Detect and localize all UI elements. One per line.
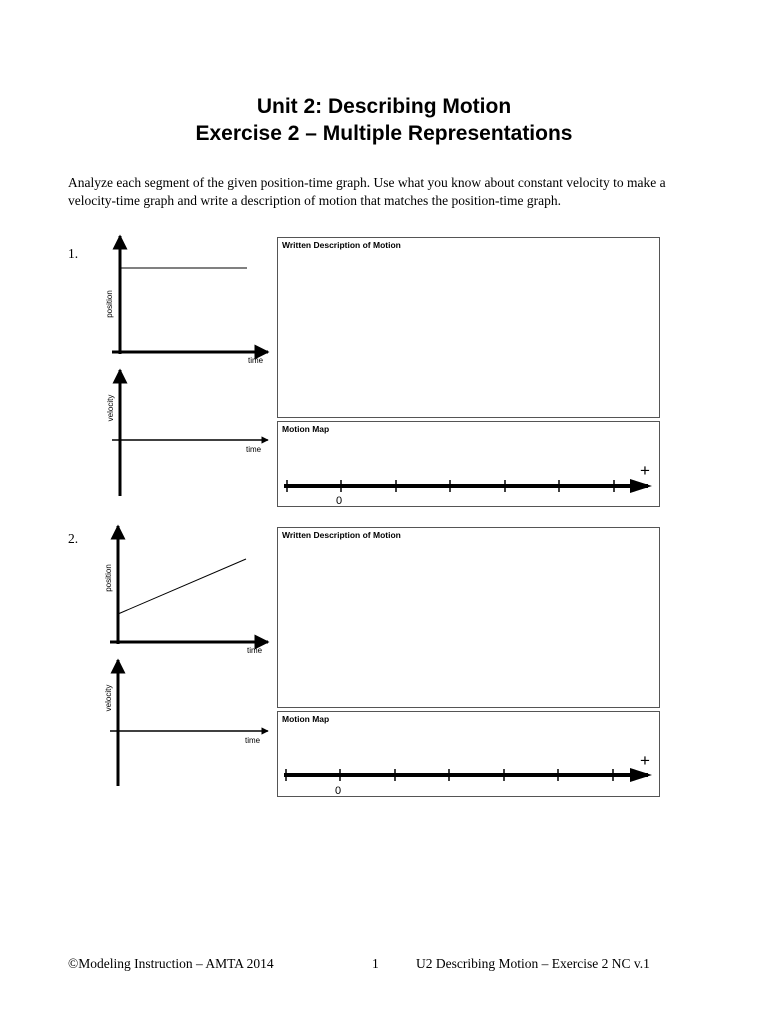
problem-2-velocity-time-graph bbox=[100, 656, 270, 788]
footer-page-number: 1 bbox=[372, 956, 379, 971]
x-axis-label: time bbox=[246, 445, 262, 454]
footer-document-id: U2 Describing Motion – Exercise 2 NC v.1 bbox=[416, 956, 650, 971]
x-axis-label: time bbox=[245, 736, 261, 745]
document-subtitle: Exercise 2 – Multiple Representations bbox=[195, 122, 573, 145]
document-title: Unit 2: Describing Motion bbox=[256, 95, 512, 118]
x-axis-label: time bbox=[247, 646, 263, 655]
motion-map-label: Motion Map bbox=[282, 714, 330, 724]
instructions-paragraph: Analyze each segment of the given position-time graph. Use what you know about constant velocity to make a velocity-time graph and write a description of motion that matches the position-time graph. bbox=[68, 175, 666, 208]
problem-1-description-box[interactable] bbox=[277, 237, 660, 418]
motion-map-number-line bbox=[278, 422, 659, 506]
y-axis-label: position bbox=[105, 290, 114, 318]
description-label: Written Description of Motion bbox=[282, 240, 401, 250]
plus-label: + bbox=[640, 751, 650, 770]
description-label: Written Description of Motion bbox=[282, 530, 401, 540]
footer-copyright: ©Modeling Instruction – AMTA 2014 bbox=[68, 956, 274, 971]
x-axis-label: time bbox=[248, 356, 264, 365]
problem-2-motion-map-box[interactable] bbox=[277, 711, 660, 797]
problem-1-velocity-time-graph bbox=[100, 366, 270, 498]
problem-2-description-box[interactable] bbox=[277, 527, 660, 708]
motion-map-number-line bbox=[278, 712, 659, 796]
zero-label: 0 bbox=[336, 495, 343, 506]
motion-map-label: Motion Map bbox=[282, 424, 330, 434]
zero-label: 0 bbox=[335, 785, 342, 796]
y-axis-label: velocity bbox=[104, 684, 113, 712]
problem-2-number: 2. bbox=[68, 531, 79, 546]
y-axis-label: velocity bbox=[106, 394, 115, 422]
y-axis-label: position bbox=[104, 564, 113, 592]
problem-1-number: 1. bbox=[68, 246, 79, 261]
position-line bbox=[118, 559, 246, 614]
problem-1-position-time-graph bbox=[100, 232, 270, 367]
plus-label: + bbox=[640, 461, 650, 480]
problem-2-position-time-graph bbox=[100, 522, 270, 657]
problem-1-motion-map-box[interactable] bbox=[277, 421, 660, 507]
